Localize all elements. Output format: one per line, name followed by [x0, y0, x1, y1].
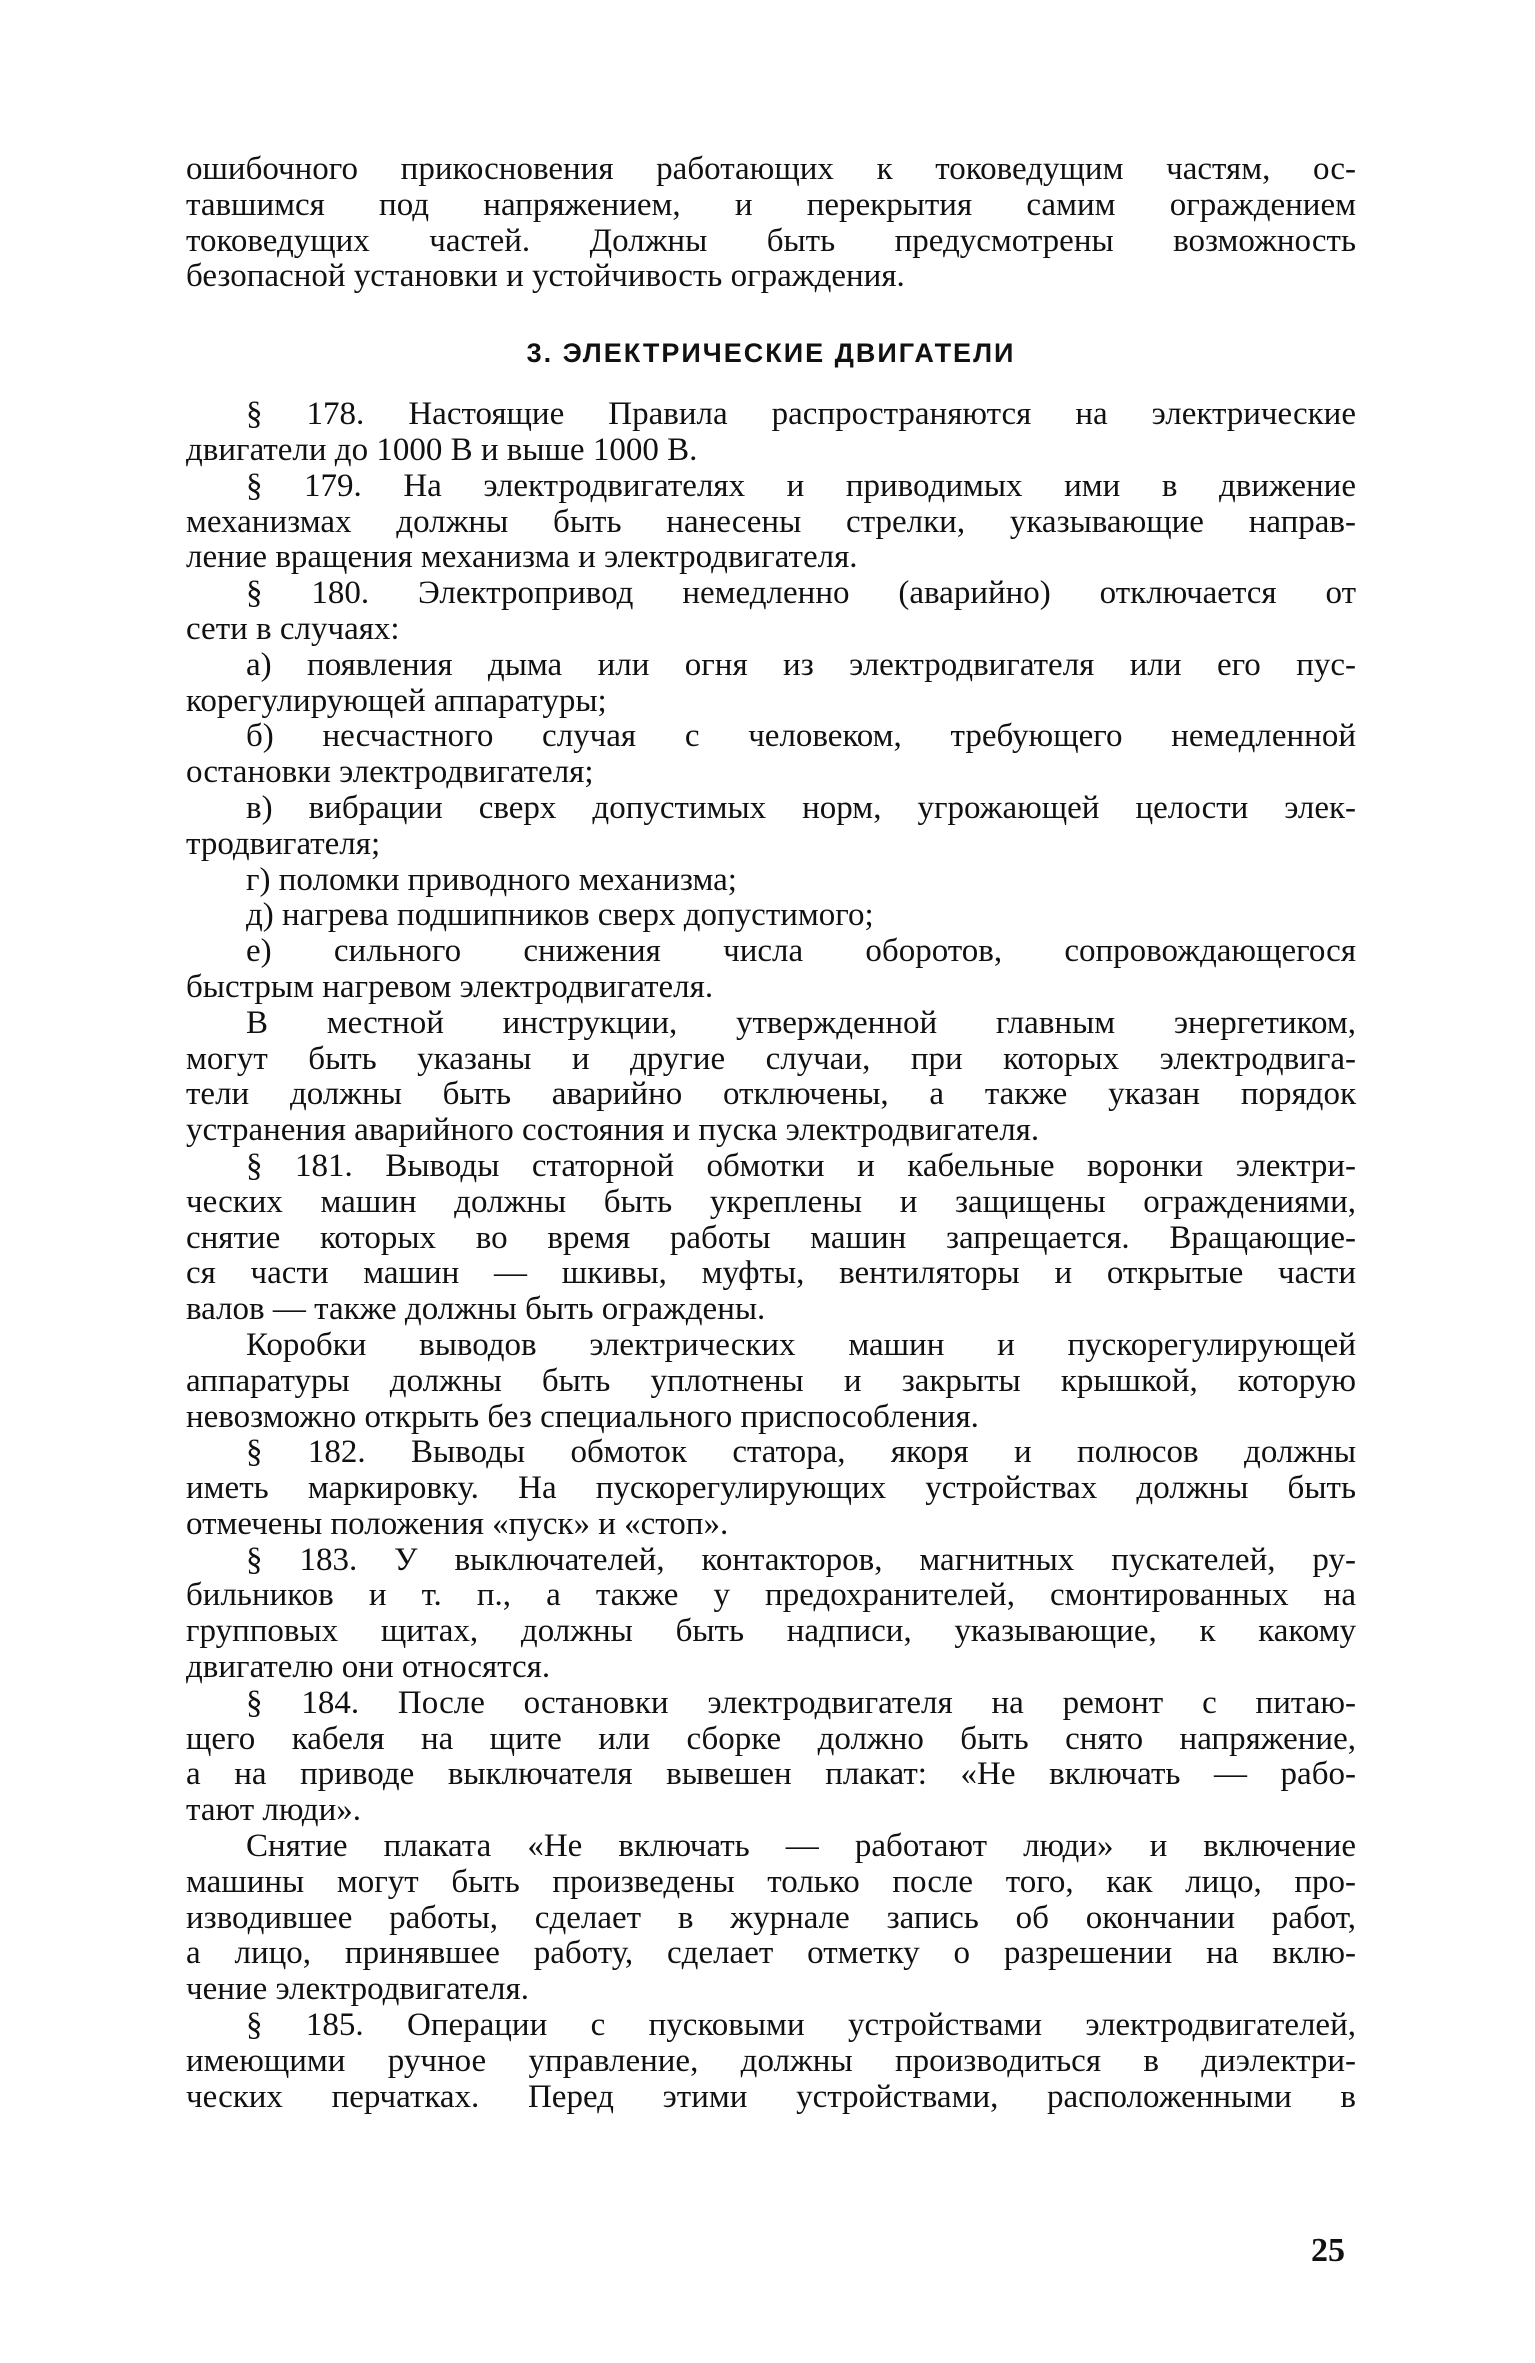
text-line: тавшимся под напряжением, и перекрытия самим ограждением — [186, 186, 1356, 223]
text-line: двигатели до 1000 В и выше 1000 В. — [186, 431, 698, 468]
text-line: а на приводе выключателя вывешен плакат: «Не включать — рабо- — [186, 1756, 1356, 1793]
text-line: ошибочного прикосновения работающих к токоведущим частям, ос- — [186, 151, 1356, 187]
text-line: д) нагрева подшипников сверх допустимого; — [246, 897, 874, 934]
text-line: г) поломки приводного механизма; — [246, 861, 737, 898]
intro-paragraph — [186, 152, 1356, 295]
text-line: устранения аварийного состояния и пуска электродвигателя. — [186, 1112, 1040, 1149]
text-line: могут быть указаны и другие случаи, при которых электродвига- — [186, 1040, 1356, 1077]
text-line: В местной инструкции, утвержденной главным энергетиком, — [246, 1004, 1356, 1041]
text-line: изводившее работы, сделает в журнале запись об окончании работ, — [186, 1899, 1356, 1936]
text-line: § 181. Выводы статорной обмотки и кабельные воронки электри- — [246, 1147, 1356, 1184]
text-line: ся части машин — шкивы, муфты, вентиляторы и открытые части — [186, 1255, 1356, 1292]
text-line: е) сильного снижения числа оборотов, сопровождающегося — [246, 933, 1356, 970]
text-line: а) появления дыма или огня из электродвигателя или его пус- — [246, 646, 1356, 683]
text-line: бильников и т. п., а также у предохранителей, смонтированных на — [186, 1577, 1356, 1614]
text-line: § 184. После остановки электродвигателя на ремонт с питаю- — [246, 1684, 1356, 1721]
text-line: снятие которых во время работы машин запрещается. Вращающие- — [186, 1219, 1356, 1256]
text-line: § 182. Выводы обмоток статора, якоря и полюсов должны — [246, 1434, 1356, 1471]
text-line: чение электродвигателя. — [186, 1971, 529, 2008]
text-line: механизмах должны быть нанесены стрелки, указывающие направ- — [186, 503, 1356, 540]
text-line: в) вибрации сверх допустимых норм, угрожающей целости элек- — [246, 789, 1356, 826]
text-line: остановки электродвигателя; — [186, 754, 594, 791]
text-line: ление вращения механизма и электродвигателя. — [186, 539, 858, 576]
section-body — [186, 397, 1356, 2115]
text-line: безопасной установки и устойчивость ограждения. — [186, 258, 905, 295]
text-line: § 179. На электродвигателях и приводимых ими в движение — [246, 467, 1356, 504]
text-line: щего кабеля на щите или сборке должно быть снято напряжение, — [186, 1720, 1356, 1757]
text-line: токоведущих частей. Должны быть предусмотрены возможность — [186, 222, 1356, 259]
text-line: Снятие плаката «Не включать — работают люди» и включение — [246, 1828, 1356, 1865]
text-line: § 185. Операции с пусковыми устройствами электродвигателей, — [246, 2007, 1356, 2044]
text-line: тели должны быть аварийно отключены, а также указан порядок — [186, 1076, 1356, 1113]
text-line: корегулирующей аппаратуры; — [186, 682, 607, 719]
text-line: валов — также должны быть ограждены. — [186, 1291, 766, 1328]
text-line: тают люди». — [186, 1792, 362, 1829]
text-line: имеющими ручное управление, должны производиться в диэлектри- — [186, 2042, 1356, 2079]
text-line: невозможно открыть без специального приспособления. — [186, 1398, 979, 1435]
text-line: машины могут быть произведены только после того, как лицо, про- — [186, 1863, 1356, 1900]
text-line: отмечены положения «пуск» и «стоп». — [186, 1505, 729, 1542]
page-number: 25 — [1311, 2232, 1345, 2269]
text-line: аппаратуры должны быть уплотнены и закрыты крышкой, которую — [186, 1362, 1356, 1399]
text-line: § 183. У выключателей, контакторов, магнитных пускателей, ру- — [246, 1541, 1356, 1578]
text-line: § 178. Настоящие Правила распространяются на электрические — [246, 396, 1356, 433]
text-line: двигателю они относятся. — [186, 1649, 551, 1686]
text-line: а лицо, принявшее работу, сделает отметку о разрешении на вклю- — [186, 1935, 1356, 1972]
text-line: Коробки выводов электрических машин и пускорегулирующей — [246, 1326, 1356, 1363]
text-line: сети в случаях: — [186, 610, 400, 647]
text-line: б) несчастного случая с человеком, требующего немедленной — [246, 718, 1356, 755]
text-line: быстрым нагревом электродвигателя. — [186, 968, 714, 1005]
text-line: ческих перчатках. Перед этими устройствами, расположенными в — [186, 2078, 1356, 2115]
page-text — [186, 152, 1356, 2115]
text-line: тродвигателя; — [186, 825, 381, 862]
text-line: ческих машин должны быть укреплены и защищены ограждениями, — [186, 1183, 1356, 1220]
text-line: § 180. Электропривод немедленно (аварийно) отключается от — [246, 575, 1356, 612]
text-line: групповых щитах, должны быть надписи, указывающие, к какому — [186, 1613, 1356, 1650]
text-line: иметь маркировку. На пускорегулирующих устройствах должны быть — [186, 1470, 1356, 1507]
section-heading: 3. ЭЛЕКТРИЧЕСКИЕ ДВИГАТЕЛИ — [526, 338, 1016, 369]
